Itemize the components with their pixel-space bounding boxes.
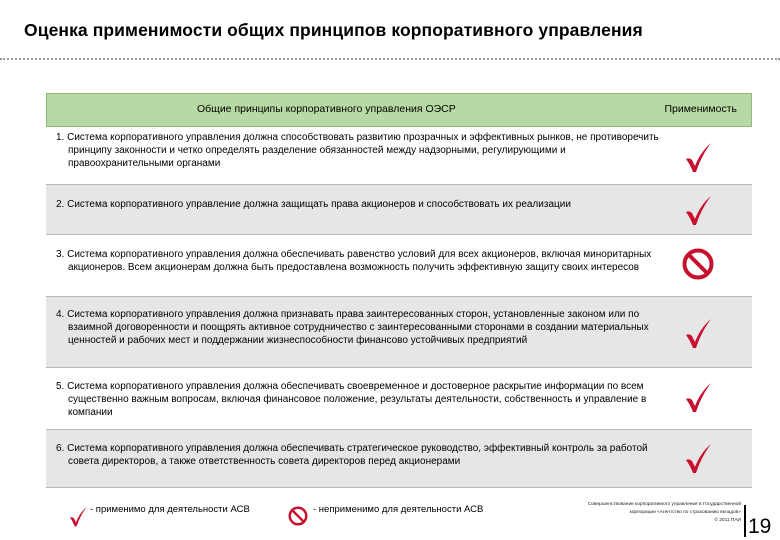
principle-text: 6. Система корпоративного управления должна обеспечивать стратегическое руководство, эффективный контроль за работой совета директоров, а также ответственность совета директоров перед акционерами [56, 443, 648, 467]
footer-note [556, 501, 741, 525]
principle-text: 5. Система корпоративного управления должна обеспечивать своевременное и достоверное раскрытие информации по всем существенно важным вопросам, включая финансовое положение, результаты деятельности, собственность и управление в компании [56, 381, 647, 418]
footer-note-line1: Совершенствование корпоративного управления в Государственной [587, 502, 741, 507]
check-icon [680, 140, 716, 176]
check-icon [680, 316, 716, 352]
legend-not-applicable: - неприменимо для деятельности АСВ [313, 504, 484, 515]
footer-note-line2: корпорации «Агентство по страхованию вкладов» [629, 510, 741, 515]
principle-text: 3. Система корпоративного управления должна обеспечивать равенство условий для всех акционеров, включая миноритарных акционеров. Всем акционерам должна быть предоставлена возможность получить эффективную защиту своих интересов [56, 249, 652, 273]
table-row [46, 235, 752, 297]
check-icon [680, 380, 716, 416]
principle-text: 1. Система корпоративного управления должна способствовать развитию прозрачных и эффективных рынков, не противоречить принципу законности и четко определять разделение обязанностей между надзорными, регулирующими и правоохранительными органами [56, 132, 659, 169]
check-icon [680, 193, 716, 229]
table-row [46, 127, 752, 185]
table-row [46, 297, 752, 368]
table-header [46, 93, 752, 127]
table-row [46, 368, 752, 430]
footer-copyright: © 2011 ПАИ [714, 518, 741, 523]
legend-prohibited-icon [287, 505, 309, 527]
check-icon [680, 441, 716, 477]
prohibited-icon [680, 246, 716, 282]
table-row [46, 430, 752, 488]
table-row [46, 185, 752, 235]
principle-text: 2. Система корпоративного управление должна защищать права акционеров и способствовать их реализации [56, 199, 571, 210]
legend-applicable: - применимо для деятельности АСВ [90, 504, 250, 515]
page-number: 19 [748, 515, 772, 538]
footer-divider [744, 505, 746, 537]
header-principles: Общие принципы корпоративного управления ОЭСР [197, 103, 456, 115]
header-applicability: Применимость [664, 103, 737, 115]
page-title: Оценка применимости общих принципов корпоративного управления [24, 20, 643, 40]
principle-text: 4. Система корпоративного управления должна признавать права заинтересованных сторон, установленные законом или по взаимной договоренности и поощрять активное сотрудничество с заинтересованными сторонами в создании материальных ценностей и рабочих мест и поддержании жизнеспособности финансово устойчивых предприятий [56, 309, 649, 346]
legend-check-icon [66, 505, 90, 529]
title-divider [0, 58, 780, 60]
